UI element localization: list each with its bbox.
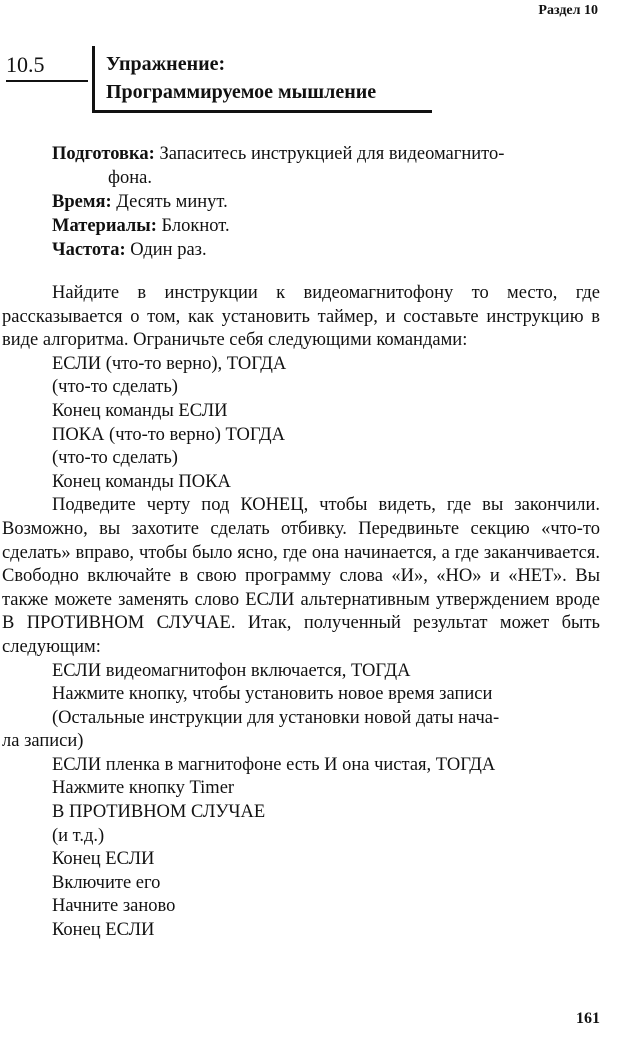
exercise-meta [52, 142, 592, 262]
time-value: Десять минут. [116, 192, 228, 212]
page-number: 161 [576, 1010, 600, 1027]
section-number-underline [6, 80, 88, 82]
example-line: Конец ЕСЛИ [52, 920, 155, 941]
example-line: ЕСЛИ пленка в магнитофоне есть И она чистая, ТОГДА [52, 754, 496, 775]
example-line: Включите его [52, 872, 161, 893]
example-line: (и т.д.) [52, 825, 105, 846]
materials-label: Материалы: [52, 216, 157, 236]
meta-time [52, 190, 592, 214]
section-title-line2: Программируемое мышление [106, 81, 377, 103]
section-label: Раздел 10 [538, 3, 598, 18]
body-text [2, 282, 600, 943]
meta-frequency [52, 238, 592, 262]
command-line: ПОКА (что-то верно) ТОГДА [52, 424, 285, 445]
example-wrap-line: (Остальные инструкции для установки новой даты нача- [52, 707, 500, 728]
time-label: Время: [52, 192, 112, 212]
prep-label: Подготовка: [52, 144, 155, 164]
example-line: В ПРОТИВНОМ СЛУЧАЕ [52, 802, 266, 823]
example-line: Нажмите кнопку, чтобы установить новое время записи [52, 684, 493, 705]
intro-paragraph: Найдите в инструкции к видеомагнитофону то место, где рассказывается о том, как установить таймер, и составьте инструкцию в виде алгоритма. Ограничьте себя следующими командами: [2, 283, 600, 351]
example-wrap-cont: ла записи) [2, 731, 84, 752]
example-line: ЕСЛИ видеомагнитофон включается, ТОГДА [52, 660, 411, 681]
section-title [106, 50, 376, 106]
section-number: 10.5 [6, 52, 45, 77]
command-line: ЕСЛИ (что-то верно), ТОГДА [52, 353, 287, 374]
command-line: Конец команды ЕСЛИ [52, 400, 228, 421]
command-line: Конец команды ПОКА [52, 471, 231, 492]
second-paragraph: Подведите черту под КОНЕЦ, чтобы видеть, где вы закончили. Возможно, вы захотите сделать отбивку. Передвиньте секцию «что-то сделать» вправо, чтобы было ясно, где она начинается, а где заканчивается. Свободно включайте в свою программу слова «И», «НО» и «НЕТ». Вы также можете заменять слово ЕСЛИ альтернативным утверждением вроде В ПРОТИВНОМ СЛУЧАЕ. Итак, полученный результат может быть следующим: [2, 495, 600, 657]
example-line: Начните заново [52, 896, 176, 917]
example-line: Конец ЕСЛИ [52, 849, 155, 870]
frequency-label: Частота: [52, 240, 126, 260]
section-header [6, 46, 606, 112]
header-horizontal-rule [92, 110, 432, 113]
prep-value: Запаситесь инструкцией для видеомагнито- [159, 144, 505, 164]
meta-preparation [52, 142, 592, 166]
frequency-value: Один раз. [130, 240, 207, 260]
section-title-line1: Упражнение: [106, 53, 226, 75]
materials-value: Блокнот. [161, 216, 230, 236]
header-vertical-rule [92, 46, 95, 112]
example-line: Нажмите кнопку Timer [52, 778, 235, 799]
meta-preparation-cont: фона. [108, 168, 152, 188]
meta-materials [52, 214, 592, 238]
command-line: (что-то сделать) [52, 377, 178, 398]
command-line: (что-то сделать) [52, 448, 178, 469]
